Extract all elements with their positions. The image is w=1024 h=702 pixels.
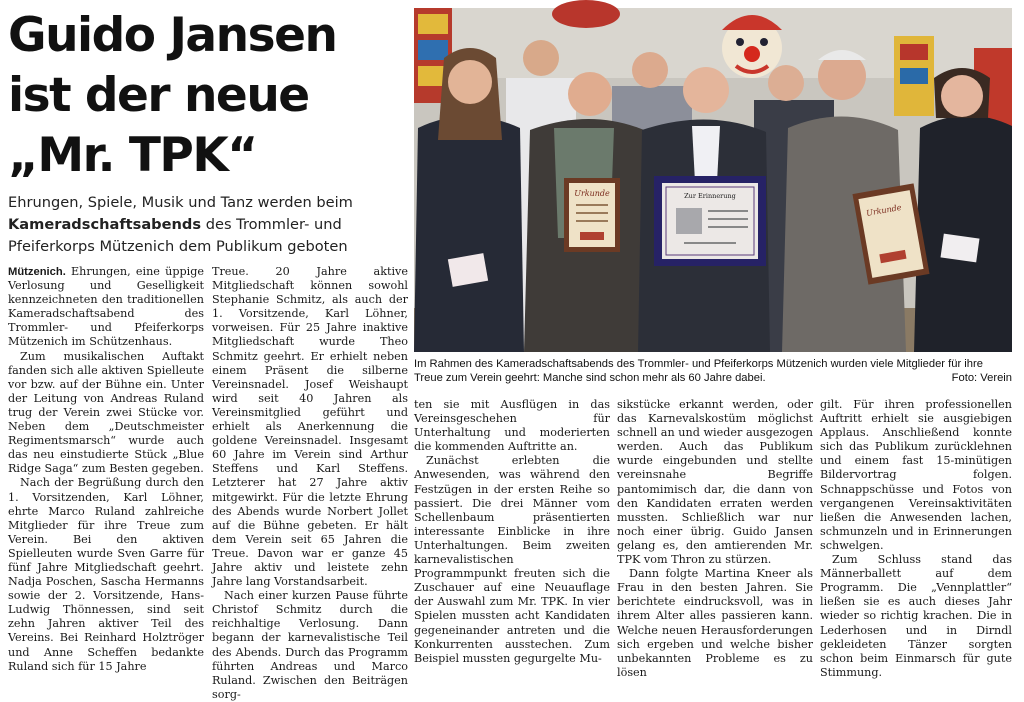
article-column-4	[617, 398, 813, 679]
certificate-middle-title: Zur Erinnerung	[684, 192, 736, 200]
article-paragraph: ten sie mit Ausflügen in das Vereinsgeschehen für Unterhaltung und moderierten die kommenden Auftritte an.	[414, 398, 610, 454]
carnival-decoration-top	[552, 0, 620, 28]
dateline: Mützenich.	[8, 266, 66, 278]
photo-caption-text: Im Rahmen des Kameradschaftsabends des Trommler- und Pfeiferkorps Mützenich wurden viele Mitglieder für ihre Treue zum Verein geehrt: Manche sind schon mehr als 60 Jahre dabei.	[414, 358, 983, 384]
photo-credit: Foto: Verein	[951, 372, 1012, 384]
subheadline	[8, 192, 410, 258]
photo-caption	[414, 357, 1012, 385]
article-paragraph: Nach einer kurzen Pause führte Christof Schmitz durch die reichhaltige Verlosung. Dann begann der karnevalistische Teil des Abends. Durch das Programm führten Andreas und Marco Ruland. Zwischen den Beiträgen sorg-	[212, 589, 408, 701]
article-column-5	[820, 398, 1012, 679]
clown-decoration	[722, 15, 782, 78]
group-photo	[414, 8, 1012, 352]
article-paragraph: Zunächst erlebten die Anwesenden, was während den Festzügen in der ersten Reihe so passiert. Die drei Männer vom Schellenbaum präsentierten interessante Einblicke in ihre Unterhaltungen. Beim zweiten karnevalistischen Programmpunkt freuten sich die Zuschauer auf eine Neuauflage der Auswahl zum Mr. TPK. In vier Spielen mussten acht Kandidaten gegeneinander antreten und die Konkurrenten ausstechen. Zum Beispiel mussten gegurgelte Mu-	[414, 454, 610, 665]
headline-line-1: Guido Jansen	[8, 8, 337, 63]
subheadline-bold: Kameradschaftsabends	[8, 216, 202, 233]
subheadline-text-end: des Trommler- und Pfeiferkorps Mützenich dem Publikum geboten	[8, 216, 348, 255]
certificate-middle	[654, 176, 766, 266]
headline-line-3: „Mr. TPK“	[8, 128, 257, 183]
article-paragraph: Dann folgte Martina Kneer als Frau in den besten Jahren. Sie berichtete eindrucksvoll, was in ihrem Alter alles passieren kann. Welche neuen Herausforderungen sich ergeben und welche bisher unbekannten Probleme es zu lösen	[617, 567, 813, 679]
article-paragraph: gilt. Für ihren professionellen Auftritt erhielt sie ausgiebigen Applaus. Anschließend konnte sich das Publikum zurücklehnen und einem fast 15-minütigen Bildervortrag folgen. Schnappschüsse und Fotos von vergangenen Vereinsaktivitäten ließen die Anwesenden lachen, schmunzeln und in Erinnerungen schwelgen.	[820, 398, 1012, 552]
article-column-1	[8, 265, 204, 673]
article-text: Ehrungen, eine üppige Verlosung und Geselligkeit kennzeichneten den traditionellen Kameradschaftsabend des Trommler- und Pfeiferkorps Mützenich im Schützenhaus.	[8, 265, 204, 349]
subheadline-text-start: Ehrungen, Spiele, Musik und Tanz werden beim	[8, 194, 353, 211]
article-paragraph: Treue. 20 Jahre aktive Mitgliedschaft können sowohl Stephanie Schmitz, als auch der 1. Vorsitzende, Karl Löhner, vorweisen. Für 25 Jahre inaktive Mitgliedschaft wurde Theo Schmitz geehrt. Er erhielt neben einem Präsent die silberne Vereinsnadel. Josef Weishaupt wird seit 40 Jahren als Vereinsmitglied geführt und erhielt als Anerkennung die goldene Vereinsnadel. Insgesamt 60 Jahre im Verein sind Arthur Steffens und Karl Steffens. Letzterer hat 27 Jahre aktiv mitgewirkt. Für die letzte Ehrung des Abends wurde Norbert Jollet auf die Bühne gebeten. Er hält dem Verein seit 65 Jahren die Treue. Davon war er ganze 45 Jahre aktiv und leistete zehn Jahre lang Vorstandsarbeit.	[212, 265, 408, 589]
article-paragraph: sikstücke erkannt werden, oder das Karnevalskostüm möglichst schnell an und wieder ausgezogen werden. Auch das Publikum wurde eingebunden und stellte vereinsnahe Begriffe pantomimisch dar, die dann von den Kandidaten erraten werden mussten. Schließlich war nur noch einer übrig. Guido Jansen gelang es, den amtierenden Mr. TPK vom Thron zu stürzen.	[617, 398, 813, 567]
article-paragraph: Zum Schluss stand das Männerballett auf dem Programm. Die „Vennplattler“ ließen sie es auch dieses Jahr wieder so richtig krachen. Die in Lederhosen und in Dirndl gekleideten Tänzer sorgten schon beim Einmarsch für gute Stimmung.	[820, 553, 1012, 679]
headline-line-2: ist der neue	[8, 68, 309, 123]
article-column-3	[414, 398, 610, 665]
headline	[8, 6, 408, 186]
certificate-left-title: Urkunde	[574, 189, 610, 198]
article-paragraph	[8, 265, 204, 350]
article-paragraph: Nach der Begrüßung durch den 1. Vorsitzenden, Karl Löhner, ehrte Marco Ruland zahlreiche Mitglieder für ihre Treue zum Verein. Bei den aktiven Spielleuten wurde Sven Garre für fünf Jahre Mitgliedschaft geehrt. Nadja Poschen, Sascha Hermanns sowie der 2. Vorsitzende, Hans-Ludwig Thönnessen, sind seit zehn Jahren aktiver Teil des Vereins. Bei Reinhard Holztröger und Anne Scheffen bedankte Ruland sich für 15 Jahre	[8, 476, 204, 673]
certificate-right-title: Urkunde	[865, 202, 903, 218]
article-column-2	[212, 265, 408, 701]
certificate-left	[564, 178, 620, 252]
article-paragraph: Zum musikalischen Auftakt fanden sich alle aktiven Spielleute vor bzw. auf der Bühne ein. Unter der Leitung von Andreas Ruland trug der Verein zwei Stücke vor. Neben dem „Deutschmeister Regimentsmarsch“ wurde auch das neu einstudierte Stück „Blue Ridge Saga“ zum Besten gegeben.	[8, 349, 204, 476]
